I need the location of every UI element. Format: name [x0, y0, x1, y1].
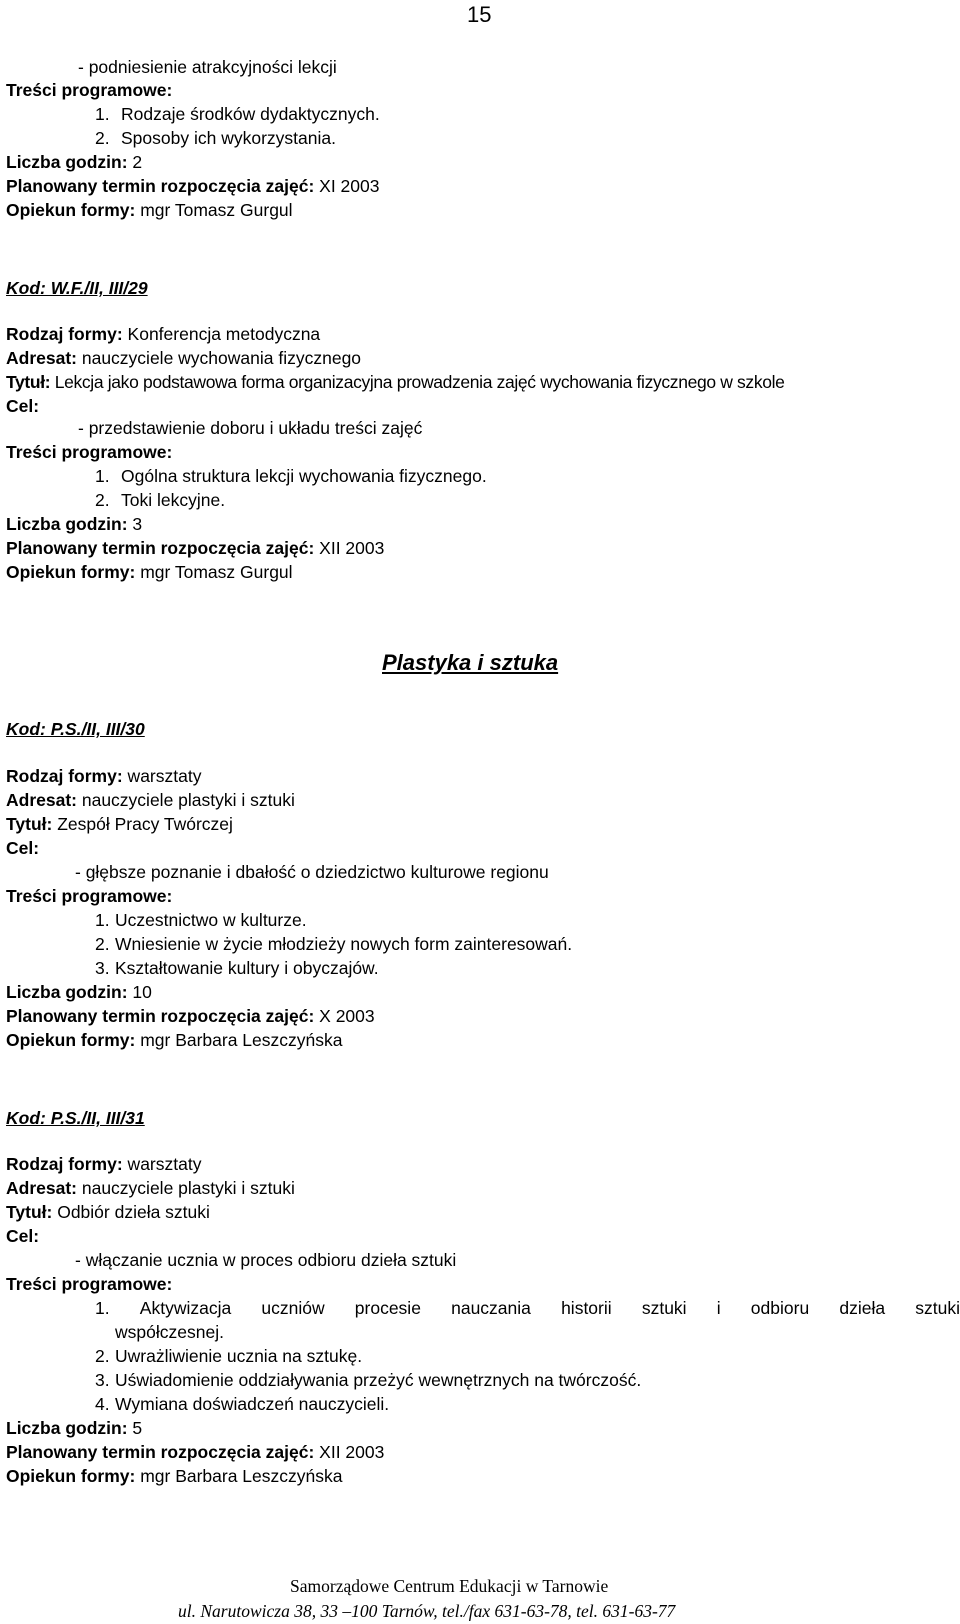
- list-item: 2. Wniesienie w życie młodzieży nowych form zainteresowań.: [95, 934, 573, 954]
- word: odbioru: [750, 1298, 810, 1318]
- course-code: Kod: P.S./II, III/31: [6, 1108, 145, 1128]
- footer-address: ul. Narutowicza 38, 33 –100 Tarnów, tel./fax 631-63-78, tel. 631-63-77: [178, 1601, 676, 1621]
- term-line: Planowany termin rozpoczęcia zajęć: XII 2003: [6, 538, 385, 558]
- word: nauczania: [451, 1298, 531, 1318]
- hours-line: Liczba godzin: 2: [6, 152, 143, 172]
- goal-label: Cel:: [6, 838, 40, 858]
- goal-item: - podniesienie atrakcyjności lekcji: [78, 57, 337, 77]
- tutor-line: Opiekun formy: mgr Barbara Leszczyńska: [6, 1466, 343, 1486]
- list-item: 3. Uświadomienie oddziaływania przeżyć wewnętrznych na twórczość.: [95, 1370, 642, 1390]
- tutor-line: Opiekun formy: mgr Tomasz Gurgul: [6, 562, 293, 582]
- goal-item: - włączanie ucznia w proces odbioru dzieła sztuki: [75, 1250, 457, 1270]
- list-item-continuation: współczesnej.: [115, 1322, 224, 1342]
- word: i: [716, 1298, 721, 1318]
- tresci-label: Treści programowe:: [6, 80, 173, 100]
- type-line: Rodzaj formy: warsztaty: [6, 766, 202, 786]
- term-line: Planowany termin rozpoczęcia zajęć: XII 2003: [6, 1442, 385, 1462]
- hours-line: Liczba godzin: 5: [6, 1418, 143, 1438]
- addressee-line: Adresat: nauczyciele wychowania fizycznego: [6, 348, 362, 368]
- list-item: 1. Rodzaje środków dydaktycznych.: [95, 104, 380, 124]
- title-line: Tytuł: Zespół Pracy Twórczej: [6, 814, 233, 834]
- goal-label: Cel:: [6, 1226, 40, 1246]
- title-line: Tytuł: Odbiór dzieła sztuki: [6, 1202, 210, 1222]
- word: sztuki: [915, 1298, 960, 1318]
- term-line: Planowany termin rozpoczęcia zajęć: X 2003: [6, 1006, 375, 1026]
- term-line: Planowany termin rozpoczęcia zajęć: XI 2003: [6, 176, 380, 196]
- word: sztuki: [641, 1298, 687, 1318]
- section-heading: Plastyka i sztuka: [382, 650, 559, 675]
- list-item: 2. Sposoby ich wykorzystania.: [95, 128, 336, 148]
- list-item: 2. Uwrażliwienie ucznia na sztukę.: [95, 1346, 363, 1366]
- hours-line: Liczba godzin: 10: [6, 982, 152, 1002]
- goal-label: Cel:: [6, 396, 40, 416]
- course-code: Kod: W.F./II, III/29: [6, 278, 148, 298]
- addressee-line: Adresat: nauczyciele plastyki i sztuki: [6, 1178, 295, 1198]
- title-line: Tytuł: Lekcja jako podstawowa forma organizacyjna prowadzenia zajęć wychowania fizycznego w szkole: [6, 372, 785, 392]
- list-item: 1. Uczestnictwo w kulturze.: [95, 910, 307, 930]
- goal-item: - przedstawienie doboru i układu treści zajęć: [78, 418, 423, 438]
- list-item: 3. Kształtowanie kultury i obyczajów.: [95, 958, 379, 978]
- list-item-justified: [95, 1298, 960, 1342]
- tutor-line: Opiekun formy: mgr Tomasz Gurgul: [6, 200, 293, 220]
- word: Aktywizacja: [139, 1298, 232, 1318]
- hours-line: Liczba godzin: 3: [6, 514, 143, 534]
- type-line: Rodzaj formy: warsztaty: [6, 1154, 202, 1174]
- list-item: 4. Wymiana doświadczeń nauczycieli.: [95, 1394, 390, 1414]
- tresci-label: Treści programowe:: [6, 442, 173, 462]
- tresci-label: Treści programowe:: [6, 1274, 173, 1294]
- page-number: 15: [467, 2, 492, 27]
- tutor-line: Opiekun formy: mgr Barbara Leszczyńska: [6, 1030, 343, 1050]
- type-line: Rodzaj formy: Konferencja metodyczna: [6, 324, 321, 344]
- word: historii: [561, 1298, 612, 1318]
- list-item: 1. Ogólna struktura lekcji wychowania fizycznego.: [95, 466, 487, 486]
- footer-institution: Samorządowe Centrum Edukacji w Tarnowie: [290, 1576, 609, 1596]
- list-item: 2. Toki lekcyjne.: [95, 490, 226, 510]
- word: procesie: [354, 1298, 421, 1318]
- course-code: Kod: P.S./II, III/30: [6, 719, 145, 739]
- addressee-line: Adresat: nauczyciele plastyki i sztuki: [6, 790, 295, 810]
- tresci-label: Treści programowe:: [6, 886, 173, 906]
- list-number: 1.: [95, 1298, 110, 1318]
- word: dzieła: [839, 1298, 886, 1318]
- word: uczniów: [261, 1298, 325, 1318]
- goal-item: - głębsze poznanie i dbałość o dziedzictwo kulturowe regionu: [75, 862, 549, 882]
